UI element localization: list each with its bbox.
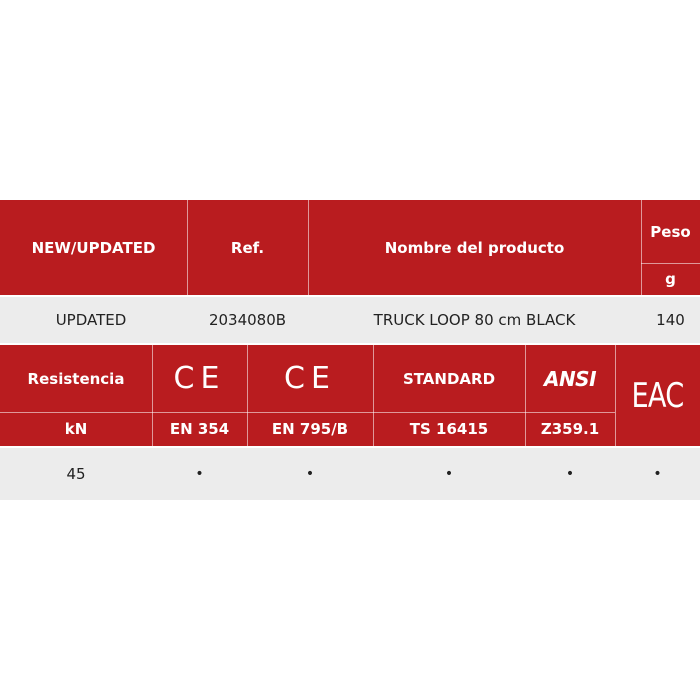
- divider: [247, 345, 248, 446]
- divider: [525, 345, 526, 446]
- row-new-updated: UPDATED: [0, 297, 182, 343]
- ce-mark-icon: CE: [247, 345, 373, 412]
- ce-mark-icon: CE: [152, 345, 247, 412]
- eac-mark-icon: EAC: [624, 345, 692, 446]
- row-ts16415-mark: •: [373, 448, 525, 500]
- row-en795b-mark: •: [247, 448, 373, 500]
- header-new-updated: NEW/UPDATED: [0, 200, 187, 295]
- header-product-name: Nombre del producto: [308, 200, 641, 295]
- header-strength: Resistencia: [0, 345, 152, 412]
- row-strength: 45: [0, 448, 152, 500]
- row-en354-mark: •: [152, 448, 247, 500]
- header-weight-unit: g: [641, 263, 700, 295]
- row-eac-mark: •: [615, 448, 700, 500]
- header-weight: Peso: [641, 200, 700, 263]
- divider: [187, 200, 188, 295]
- ansi-logo-icon: ANSI: [525, 345, 615, 412]
- divider: [641, 200, 642, 295]
- divider: [373, 345, 374, 446]
- header-en354: EN 354: [152, 412, 247, 446]
- header-ts16415: TS 16415: [373, 412, 525, 446]
- divider: [641, 263, 700, 264]
- header-standard: STANDARD: [373, 345, 525, 412]
- row-z3591-mark: •: [525, 448, 615, 500]
- header-ref: Ref.: [187, 200, 308, 295]
- row-product-name: TRUCK LOOP 80 cm BLACK: [308, 297, 641, 343]
- row-weight: 140: [641, 297, 700, 343]
- header-z3591: Z359.1: [525, 412, 615, 446]
- divider: [152, 345, 153, 446]
- divider: [308, 200, 309, 295]
- header-en795b: EN 795/B: [247, 412, 373, 446]
- divider: [0, 412, 615, 413]
- divider: [615, 345, 616, 446]
- row-ref: 2034080B: [187, 297, 308, 343]
- header-strength-unit: kN: [0, 412, 152, 446]
